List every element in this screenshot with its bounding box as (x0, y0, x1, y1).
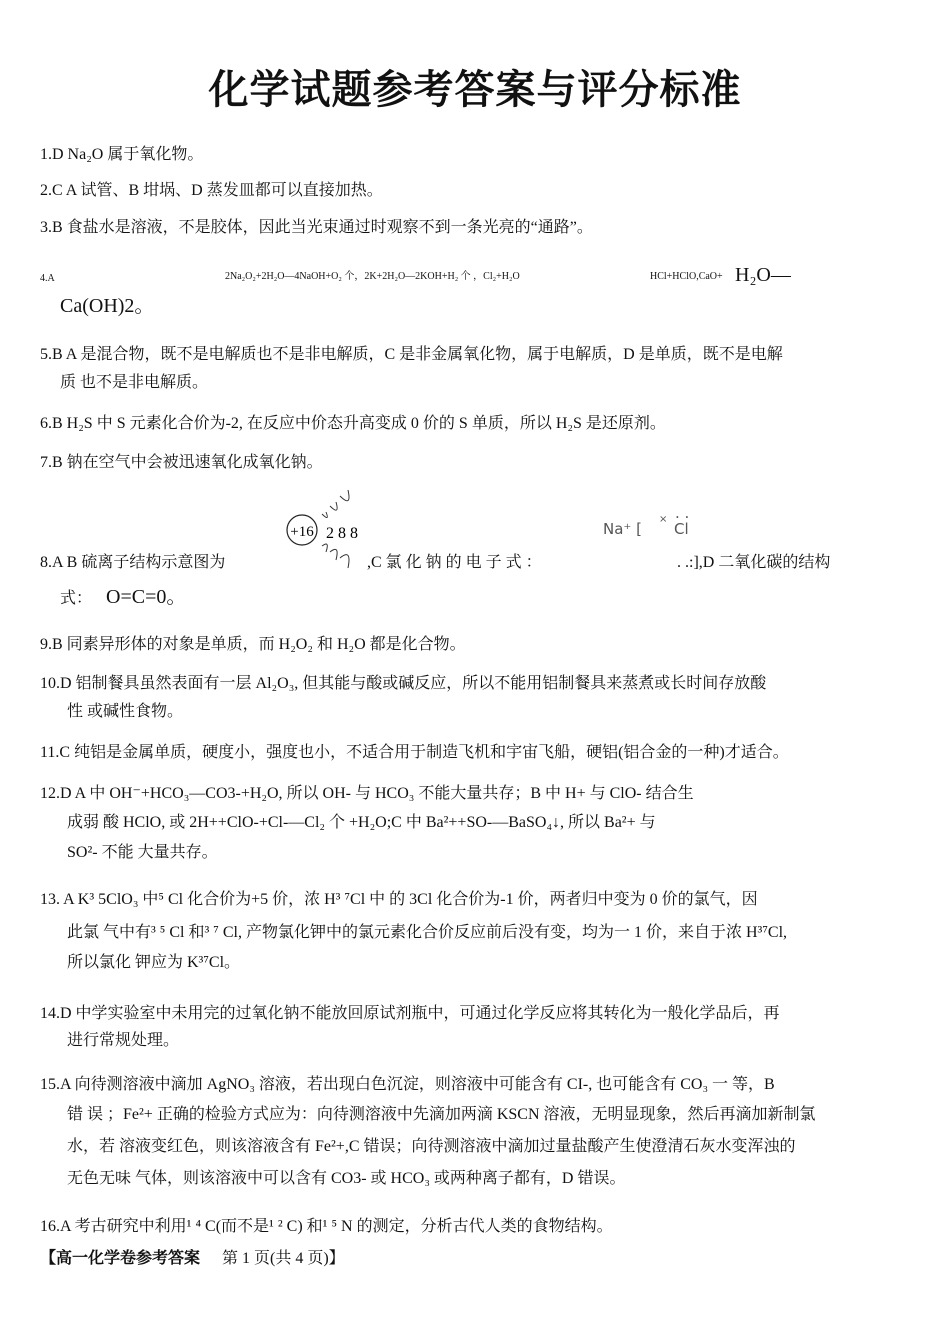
answer-15-line-2: 错 误 ；Fe²+ 正确的检验方式应为：向待测溶液中先滴加两滴 KSCN 溶液，无明显现象，然后再滴加新制氯 (67, 1106, 816, 1123)
page-footer (40, 1244, 345, 1273)
electron-shells: 2 8 8 (326, 525, 358, 542)
answer-5: 5.B A 是混合物，既不是电解质也不是非电解质，C 是非金属氧化物，属于电解质，D 是单质，既不是电解 (40, 346, 783, 363)
answer-7: 7.B 钠在空气中会被迅速氧化成氧化钠。 (40, 454, 323, 471)
answer-1: 1.D Na₂O 属于氧化物。 (40, 146, 204, 163)
answer-12-line-3: SO²- 不能 大量共存。 (67, 844, 218, 861)
answer-4-continued: Ca(OH)2。 (60, 295, 155, 317)
sodium-ion: Na⁺ [ (603, 520, 642, 538)
answer-15: 15.A 向待测溶液中滴加 AgNO₃ 溶液，若出现白色沉淀，则溶液中可能含有 CI-, 也可能含有 CO₃ 一 等，B (40, 1076, 775, 1093)
answer-8-continued (60, 583, 906, 613)
answer-4-equations: 2Na₂O₂+2H₂O—4NaOH+O₂ 个，2K+2H₂O—2KOH+H₂ 个 ，Cl₂+H₂O (225, 271, 520, 282)
answer-15-line-3: 水，若 溶液变红色，则该溶液含有 Fe²+,C 错误；向待测溶液中滴加过量盐酸产生使澄清石灰水变浑浊的 (67, 1138, 796, 1155)
answer-3: 3.B 食盐水是溶液，不是胶体，因此当光束通过时观察不到一条光亮的“通路”。 (40, 219, 593, 236)
answer-11: 11.C 纯铝是金属单质，硬度小，强度也小，不适合用于制造飞机和宇宙飞船，硬铝(铝合金的一种)才适合。 (40, 744, 789, 761)
nucleus-charge: +16 (290, 524, 314, 540)
chlorine-symbol: Cl (674, 520, 689, 538)
answer-6: 6.B H₂S 中 S 元素化合价为-2, 在反应中价态升高变成 0 价的 S 单质，所以 H₂S 是还原剂。 (40, 415, 666, 432)
shell-arc-1 (322, 512, 327, 518)
answer-10: 10.D 铝制餐具虽然表面有一层 Al₂O₃, 但其能与酸或碱反应，所以不能用铝制餐具来蒸煮或长时间存放酸 (40, 675, 767, 692)
answer-10-continued: 性 或碱性食物。 (67, 703, 184, 720)
answer-8-structure-label: 式： (60, 590, 93, 607)
answer-8-part-1: 8.A B 硫离子结构示意图为 (40, 554, 226, 571)
answer-13-line-2: 此氯 气中有³ ⁵ Cl 和³ ⁷ Cl, 产物氯化钾中的氯元素化合价反应前后没有变，均为一 1 价，来自于浓 H³⁷Cl, (67, 924, 788, 941)
answer-9: 9.B 同素异形体的对象是单质，而 H₂O₂ 和 H₂O 都是化合物。 (40, 636, 466, 653)
footer-label: 【高一化学卷参考答案 (40, 1250, 201, 1267)
answer-8-part-3: . .:],D 二氧化碳的结构 (677, 554, 831, 571)
answer-12-line-2: 成弱 酸 HClO, 或 2H++ClO-+Cl-—Cl₂ 个 +H₂O;C 中 Ba²++SO-—BaSO₄↓, 所以 Ba²+ 与 (67, 814, 656, 831)
answer-8-part-2: ,C 氯 化 钠 的 电 子 式 ： (367, 554, 542, 571)
answer-4 (40, 262, 906, 293)
shell-arc-2 (330, 502, 337, 510)
answer-16: 16.A 考古研究中利用¹ ⁴ C(而不是¹ ² C) 和¹ ⁵ N 的测定，分析古代人类的食物结构。 (40, 1218, 613, 1235)
answer-14-continued: 进行常规处理。 (67, 1032, 180, 1049)
footer-page-number: 第 1 页(共 4 页)】 (222, 1250, 345, 1267)
answer-2: 2.C A 试管、B 坩埚、D 蒸发皿都可以直接加热。 (40, 182, 383, 199)
sodium-chloride-electron-formula: . . Na⁺ [ × Cl (603, 504, 690, 538)
answer-5-continued: 质 也不是非电解质。 (60, 374, 209, 391)
answer-13: 13. A K³ 5ClO₃ 中⁵ Cl 化合价为+5 价，浓 H³ ⁷Cl 中 的 3Cl 化合价为-1 价，两者归中变为 0 价的氯气，因 (40, 891, 758, 908)
shell-arc-3 (340, 490, 349, 501)
page-title: 化学试题参考答案与评分标准 (208, 67, 742, 113)
answer-4-water: H₂O— (735, 264, 791, 286)
answer-12: 12.D A 中 OH⁻+HCO₃—CO3-+H₂O, 所以 OH- 与 HCO₃ 不能大量共存；B 中 H+ 与 ClO- 结合生 (40, 785, 694, 802)
answer-4-equation-2: HCl+HClO,CaO+ (650, 271, 723, 282)
chlorine-dots-top: . . (675, 504, 690, 522)
answer-4-label: 4.A (40, 273, 55, 284)
answer-13-line-3: 所以氯化 钾应为 K³⁷Cl。 (67, 954, 241, 971)
answer-8 (40, 548, 906, 577)
answer-15-line-4: 无色无味 气体，则该溶液中可以含有 CO3- 或 HCO₃ 或两种离子都有，D 错误。 (67, 1170, 626, 1187)
answer-14: 14.D 中学实验室中未用完的过氧化钠不能放回原试剂瓶中，可通过化学反应将其转化为一般化学品后，再 (40, 1005, 780, 1022)
carbon-dioxide-structure: O=C=0。 (106, 586, 187, 608)
